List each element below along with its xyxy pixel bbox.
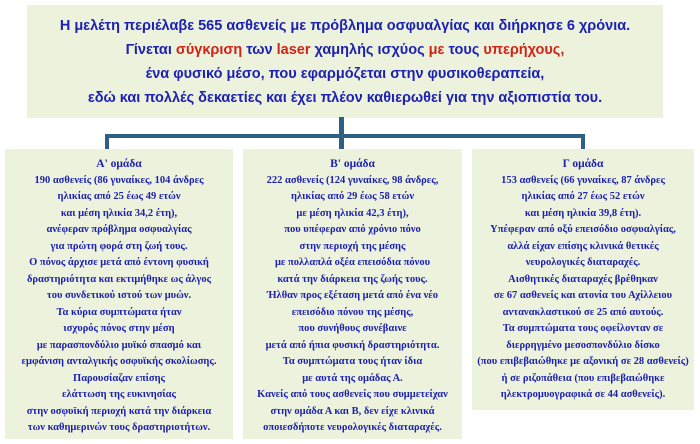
group-b-line: επεισόδιο πόνου της μέσης, <box>291 306 414 318</box>
group-a-line: στην οσφυϊκή περιοχή κατά την διάρκεια <box>26 405 212 417</box>
group-a-line: Ο πόνος άρχισε μετά από έντονη φυσική <box>29 257 209 268</box>
group-b-line: με μέση ηλικία 42,3 έτη), <box>296 207 409 219</box>
summary-line-2 <box>27 38 663 62</box>
summary-line-2-seg-3: laser <box>276 42 311 58</box>
group-c-line: Υπέφεραν από οξύ επεισόδιο οσφυαλγίας, <box>490 224 676 235</box>
group-b-line: που συνήθους συνέβαινε <box>298 323 407 334</box>
summary-line-2-seg-4: χαμηλής ισχύος <box>310 42 429 58</box>
group-a-line: δραστηριότητα και εκτιμήθηκε ως άλγος <box>26 273 211 285</box>
group-a-box <box>5 149 233 439</box>
summary-line-2-seg-1: σύγκριση <box>175 42 243 58</box>
group-b-line: κατά την διάρκεια της ζωής τους. <box>277 273 428 285</box>
summary-line-1: Η μελέτη περιέλαβε 565 ασθενείς με πρόβλημα οσφυαλγίας και διήρκησε 6 χρόνια. <box>59 18 631 34</box>
group-a-line: εμφάνιση ανταλγικής οσφυϊκής σκολίωσης. <box>21 356 217 367</box>
summary-line-2-seg-0: Γίνεται <box>125 42 176 58</box>
group-c-line: Αισθητικές διαταραχές βρέθηκαν <box>508 273 658 285</box>
group-b-title: Β' ομάδα <box>330 158 375 170</box>
group-b-line: Ήλθαν προς εξέταση μετά από ένα νέο <box>266 290 439 301</box>
group-c-line: σε 67 ασθενείς και ατονία του Αχίλλειου <box>493 290 673 301</box>
connector-drop-right <box>581 134 585 149</box>
summary-line-2-seg-6: τους <box>444 42 484 58</box>
group-b-line: ηλικίας από 29 έως 58 ετών <box>290 191 415 202</box>
group-c-line: και μέση ηλικία 39,8 έτη). <box>524 207 642 219</box>
group-a-line: του συνδετικού ιστού των μυών. <box>46 290 192 301</box>
group-b-line: Κανείς από τους ασθενείς που συμμετείχαν <box>257 389 448 400</box>
group-a-line: 190 ασθενείς (86 γυναίκες, 104 άνδρες <box>34 174 204 186</box>
group-a-line: Τα κύρια συμπτώματα ήταν <box>56 306 182 318</box>
group-b-line: στην περιοχή της μέσης <box>299 240 406 252</box>
group-c-title: Γ ομάδα <box>562 158 604 170</box>
summary-line-2-seg-5: με <box>428 42 445 58</box>
group-c-line: αντανακλαστικού σε 25 από αυτούς. <box>502 306 664 318</box>
study-summary-box <box>27 5 663 118</box>
group-b-line: μετά από ήπια φυσική δραστηριότητα. <box>265 339 440 351</box>
group-c-line: 153 ασθενείς (66 γυναίκες, 87 άνδρες <box>501 174 665 186</box>
group-a-line: και μέση ηλικία 34,2 έτη), <box>60 207 178 219</box>
group-a-line: των καθημερινών τους δραστηριοτήτων. <box>27 422 211 433</box>
group-c-line: Τα συμπτώματα τους οφείλονταν σε <box>502 323 664 334</box>
group-b-line: οποιεσδήποτε νευρολογικές διαταραχές. <box>263 422 442 433</box>
connector-drop-left <box>105 134 109 149</box>
group-c-line: νευρολογικές διαταραχές. <box>525 257 641 268</box>
group-c-line: (που επιβεβαιώθηκε με αξονική σε 28 ασθενείς) <box>477 356 689 367</box>
group-b-line: στην ομάδα Α και Β, δεν είχε κλινικά <box>270 405 435 417</box>
group-a-line: με παρασπονδύλιο μυϊκό σπασμό και <box>36 339 202 351</box>
group-c-box <box>472 149 694 410</box>
group-c-line: αλλά είχαν επίσης κλινικά θετικές <box>507 240 659 252</box>
group-a-line: ελάττωση της ευκινησίας <box>62 389 176 400</box>
group-b-line: Τα συμπτώματα τους ήταν ίδια <box>282 356 423 367</box>
summary-line-4: εδώ και πολλές δεκαετίες και έχει πλέον καθιερωθεί για την αξιοπιστία του. <box>87 90 603 106</box>
group-b-line: που υπέφεραν από χρόνιο πόνο <box>284 224 421 235</box>
group-a-line: ισχυρός πόνος στην μέση <box>63 323 175 334</box>
group-a-line: για πρώτη φορά στη ζωή τους. <box>50 240 188 252</box>
summary-line-3: ένα φυσικό μέσο, που εφαρμόζεται στην φυσικοθεραπεία, <box>145 66 545 82</box>
group-a-line: ανέφεραν πρόβλημα οσφυαλγίας <box>46 224 192 235</box>
group-b-line: 222 ασθενείς (124 γυναίκες, 98 άνδρες, <box>266 174 439 186</box>
summary-line-2-seg-7: υπερήχους, <box>483 42 565 58</box>
group-c-line: διερρηγμένο μεσοσπονδύλιο δίσκο <box>506 339 660 351</box>
group-c-line: ηλικίας από 27 έως 52 ετών <box>521 191 645 202</box>
connector-horizontal <box>105 134 585 138</box>
group-a-line: ηλικίας από 25 έως 49 ετών <box>57 191 181 202</box>
group-c-line: ηλεκτρομυογραφικά σε 44 ασθενείς). <box>500 389 666 400</box>
group-b-box <box>243 149 462 439</box>
group-a-title: Α' ομάδα <box>96 158 142 170</box>
summary-line-2-seg-2: των <box>242 42 277 58</box>
group-a-line: Παρουσίαζαν επίσης <box>73 372 165 384</box>
group-b-line: με πολλαπλά οξέα επεισόδια πόνου <box>274 257 431 268</box>
group-b-line: με αυτά της ομάδας Α. <box>302 372 403 384</box>
group-c-line: ή σε ριζοπάθεια (που επιβεβαιώθηκε <box>501 372 665 384</box>
